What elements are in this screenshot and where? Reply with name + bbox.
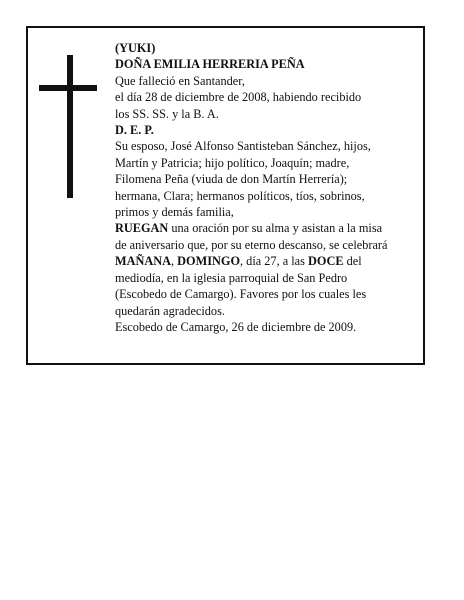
obituary-notice <box>26 26 425 365</box>
family-line: primos y demás familia, <box>115 205 234 220</box>
notice-text <box>115 40 420 335</box>
signoff: Escobedo de Camargo, 26 de diciembre de 2009. <box>115 319 357 334</box>
church-line: quedarán agradecidos. <box>115 303 225 318</box>
cross-icon <box>67 55 73 198</box>
nickname: (YUKI) <box>115 41 156 55</box>
dep-label: D. E. P. <box>115 123 154 138</box>
ruegan-text: una oración por su alma y asistan a la misa <box>168 221 383 236</box>
intro-line: Que falleció en Santander, <box>115 73 245 88</box>
cross-icon-bar <box>39 85 97 91</box>
church-line: mediodía, en la iglesia parroquial de San Pedro <box>115 270 348 285</box>
comma: , <box>171 254 178 269</box>
manana-label: MAÑANA <box>115 254 172 269</box>
church-line: (Escobedo de Camargo). Favores por los cuales les <box>115 287 367 302</box>
family-line: Filomena Peña (viuda de don Martín Herrería); <box>115 172 348 187</box>
del-text: del <box>343 254 362 269</box>
family-line: Su esposo, José Alfonso Santisteban Sánchez, hijos, <box>115 139 371 154</box>
day-text: , día 27, a las <box>240 254 308 269</box>
intro-line: el día 28 de diciembre de 2008, habiendo recibido <box>115 90 362 105</box>
family-line: Martín y Patricia; hijo político, Joaquín; madre, <box>115 155 350 170</box>
doce-label: DOCE <box>308 254 344 269</box>
anniversary-line: de aniversario que, por su eterno descanso, se celebrará <box>115 237 388 252</box>
date-line <box>115 253 420 269</box>
family-line: hermana, Clara; hermanos políticos, tíos, sobrinos, <box>115 188 365 203</box>
ruegan-label: RUEGAN <box>115 221 169 236</box>
domingo-label: DOMINGO <box>177 254 241 269</box>
intro-line: los SS. SS. y la B. A. <box>115 106 219 121</box>
deceased-name: DOÑA EMILIA HERRERIA PEÑA <box>115 57 305 72</box>
ruegan-line <box>115 220 420 236</box>
